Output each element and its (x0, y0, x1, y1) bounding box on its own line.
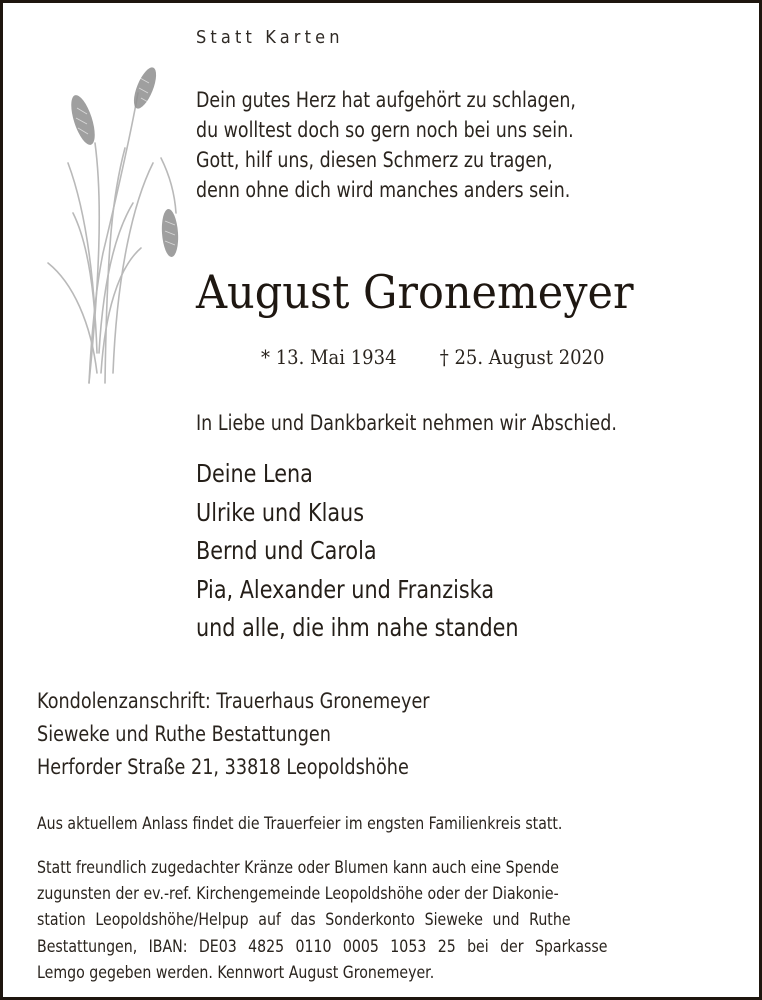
mourner-entry: und alle, die ihm nahe standen (196, 613, 519, 642)
poem-line: Dein gutes Herz hat aufgehört zu schlagen, (196, 88, 576, 112)
wheat-stalks-icon (33, 53, 193, 393)
poem-line: du wolltest doch so gern noch bei uns sein. (196, 118, 574, 142)
donation-text: Statt freundlich zugedachter Kränze oder Blumen kann auch eine Spende (37, 858, 559, 877)
address-line: Kondolenzanschrift: Trauerhaus Gronemeyer (37, 689, 430, 713)
donation-line: zugunsten der ev.-ref. Kirchengemeinde Leopoldshöhe oder der Diakonie- (37, 884, 559, 904)
poem-line: denn ohne dich wird manches anders sein. (196, 178, 571, 202)
mourners-list (196, 455, 585, 648)
mourner-entry: Ulrike und Klaus (196, 497, 365, 527)
memorial-poem (196, 85, 654, 205)
deceased-name: August Gronemeyer (196, 265, 634, 319)
donation-line: Lemgo gegeben werden. Kennwort August Gronemeyer. (37, 962, 435, 982)
condolence-address (37, 685, 504, 784)
farewell-line: In Liebe und Dankbarkeit nehmen wir Abschied. (196, 411, 617, 435)
donation-line (37, 855, 723, 881)
obituary-notice (3, 3, 759, 997)
address-line: Sieweke und Ruthe Bestattungen (37, 722, 331, 746)
life-dates (261, 345, 605, 369)
birth-date: * 13. Mai 1934 (261, 345, 397, 369)
mourner-entry: Pia, Alexander und Franziska (196, 574, 495, 604)
kicker-statt-karten: Statt Karten (196, 27, 344, 48)
mourner-entry: Deine Lena (196, 459, 313, 488)
donation-line: Bestattungen, IBAN: DE03 4825 0110 0005 1053 25 bei der Sparkasse (37, 936, 608, 956)
mourner-entry: Bernd und Carola (196, 536, 377, 565)
address-line: Herforder Straße 21, 33818 Leopoldshöhe (37, 755, 409, 779)
ceremony-notice: Aus aktuellem Anlass findet die Trauerfeier im engsten Familienkreis statt. (37, 814, 563, 833)
donation-line: station Leopoldshöhe/Helpup auf das Sonderkonto Sieweke und Ruthe (37, 910, 571, 930)
death-date: † 25. August 2020 (439, 345, 605, 369)
donation-paragraph (37, 855, 723, 986)
poem-line: Gott, hilf uns, diesen Schmerz zu tragen, (196, 148, 553, 172)
